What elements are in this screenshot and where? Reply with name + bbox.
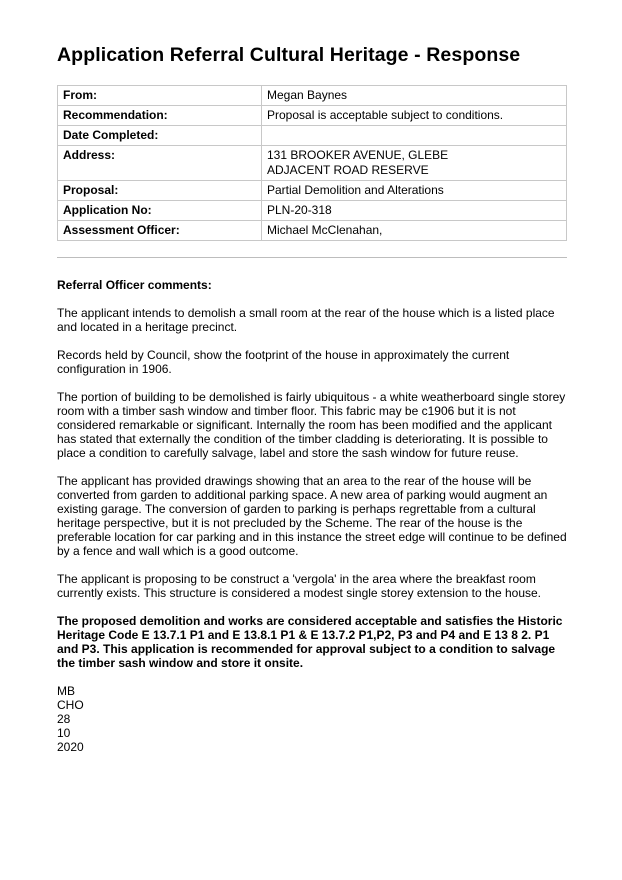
row-value	[262, 201, 567, 221]
signature-initials: MB	[57, 684, 75, 698]
value-line: ADJACENT ROAD RESERVE	[267, 163, 429, 177]
row-value	[262, 126, 567, 146]
table-row-application-no	[58, 201, 567, 221]
row-label: Proposal:	[58, 181, 262, 201]
row-label: Assessment Officer:	[58, 221, 262, 241]
value-line: Michael McClenahan,	[267, 223, 383, 237]
signature-month: 10	[57, 726, 71, 740]
value-line	[267, 128, 561, 143]
section-divider	[57, 257, 567, 258]
value-line: 131 BROOKER AVENUE, GLEBE	[267, 148, 449, 162]
row-value	[262, 181, 567, 201]
paragraph: The applicant intends to demolish a small room at the rear of the house which is a listed place and located in a heritage precinct.	[57, 306, 555, 334]
row-value	[262, 86, 567, 106]
signature-day: 28	[57, 712, 71, 726]
signature-role: CHO	[57, 698, 84, 712]
referral-details-table	[57, 85, 567, 241]
table-row-date-completed	[58, 126, 567, 146]
paragraph: The portion of building to be demolished is fairly ubiquitous - a white weatherboard single storey room with a timber sash window and timber floor. This fabric may be c1906 but it is not considered remarkable or significant. Internally the room has been modified and the applicant has stated that externally the condition of the timber cladding is deteriorating. It is possible to place a condition to carefully salvage, label and store the sash window for future reuse.	[57, 390, 566, 460]
row-label: Date Completed:	[58, 126, 262, 146]
row-label: Address:	[58, 146, 262, 181]
paragraph: The applicant has provided drawings showing that an area to the rear of the house will be converted from garden to additional parking space. A new area of parking would augment an existing garage. The conversion of garden to parking is perhaps regrettable from a cultural heritage perspective, but it is not precluded by the Scheme. The rear of the house is the preferable location for car parking and in this instance the street edge will continue to be defined by a fence and wall which is a good outcome.	[57, 474, 567, 558]
row-label: Recommendation:	[58, 106, 262, 126]
table-row-assessment-officer	[58, 221, 567, 241]
row-label: From:	[58, 86, 262, 106]
value-line: Partial Demolition and Alterations	[267, 183, 444, 197]
signature-block	[57, 684, 569, 754]
table-row-proposal	[58, 181, 567, 201]
row-value	[262, 106, 567, 126]
value-line: Megan Baynes	[267, 88, 348, 102]
page-title: Application Referral Cultural Heritage - Response	[57, 44, 521, 66]
table-row-from	[58, 86, 567, 106]
value-line: Proposal is acceptable subject to conditions.	[267, 108, 504, 122]
row-value	[262, 146, 567, 181]
row-value	[262, 221, 567, 241]
table-row-address	[58, 146, 567, 181]
conclusion-paragraph: The proposed demolition and works are considered acceptable and satisfies the Historic Heritage Code E 13.7.1 P1 and E 13.8.1 P1 & E 13.7.2 P1,P2, P3 and P4 and E 13 8 2. P1 and P3. This application is recommended for approval subject to a condition to salvage the timber sash window and store it onsite.	[57, 614, 563, 670]
paragraph: Records held by Council, show the footprint of the house in approximately the current configuration in 1906.	[57, 348, 510, 376]
value-line: PLN-20-318	[267, 203, 332, 217]
row-label: Application No:	[58, 201, 262, 221]
signature-year: 2020	[57, 740, 84, 754]
table-row-recommendation	[58, 106, 567, 126]
comments-section	[57, 278, 569, 754]
paragraph: The applicant is proposing to be construct a 'vergola' in the area where the breakfast room currently exists. This structure is considered a modest single storey extension to the house.	[57, 572, 542, 600]
comments-heading: Referral Officer comments:	[57, 278, 212, 292]
